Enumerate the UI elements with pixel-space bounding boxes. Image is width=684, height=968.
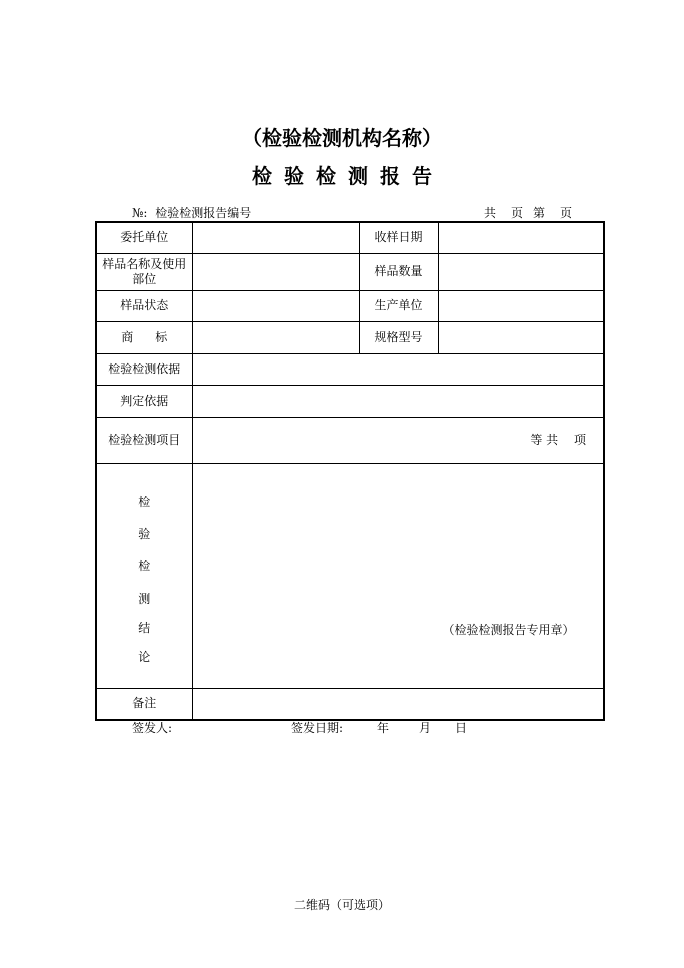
table-row: [96, 417, 604, 463]
report-number: [132, 204, 251, 221]
issue-date-day: 日: [455, 721, 468, 735]
table-row: [96, 463, 604, 688]
conclusion-char: 测: [138, 591, 151, 606]
table-row: [96, 353, 604, 385]
conclusion-label-chars: [97, 487, 192, 665]
report-number-value: 检验检测报告编号: [155, 206, 252, 220]
page-count-unit: 页: [511, 206, 524, 220]
remarks-value-cell[interactable]: [192, 688, 604, 720]
remarks-label: 备注: [96, 688, 192, 720]
sample-qty-label: 样品数量: [359, 253, 438, 290]
items-count-text: 等 共 项: [530, 432, 586, 447]
client-label: 委托单位: [96, 222, 192, 253]
report-title: 检验检测报告: [252, 164, 444, 188]
conclusion-value-cell[interactable]: [192, 463, 604, 688]
page-count-total: 共: [484, 206, 497, 220]
issue-date-label: 签发日期:: [291, 721, 344, 735]
page-count-current: 第: [533, 206, 546, 220]
spec-label: 规格型号: [359, 321, 438, 353]
manufacturer-label: 生产单位: [359, 290, 438, 321]
items-value-cell[interactable]: [192, 417, 604, 463]
client-value-cell[interactable]: [192, 222, 359, 253]
table-row: [96, 290, 604, 321]
trademark-label-char1: 商: [121, 329, 134, 344]
report-table: [95, 221, 605, 721]
basis-value-cell[interactable]: [192, 353, 604, 385]
issue-date-year: 年: [377, 721, 390, 735]
seal-placeholder: （检验检测报告专用章）: [442, 622, 575, 637]
trademark-label: [96, 321, 192, 353]
sample-qty-value-cell[interactable]: [438, 253, 604, 290]
basis-label: 检验检测依据: [96, 353, 192, 385]
sample-state-label: 样品状态: [96, 290, 192, 321]
qr-code-note: 二维码（可选项）: [293, 898, 390, 912]
receive-date-label: 收样日期: [359, 222, 438, 253]
items-label: 检验检测项目: [96, 417, 192, 463]
table-row: [96, 321, 604, 353]
sample-name-label-line2: 部位: [132, 271, 157, 286]
report-number-label: №:: [132, 206, 148, 220]
judgment-value-cell[interactable]: [192, 385, 604, 417]
issue-date-month: 月: [419, 721, 432, 735]
table-row: [96, 222, 604, 253]
table-row: [96, 688, 604, 720]
trademark-label-char2: 标: [155, 329, 168, 344]
sample-name-label-line1: 样品名称及使用: [102, 256, 187, 271]
table-row: [96, 253, 604, 290]
sample-state-value-cell[interactable]: [192, 290, 359, 321]
sample-name-value-cell[interactable]: [192, 253, 359, 290]
conclusion-char: 结: [138, 620, 151, 635]
judgment-label: 判定依据: [96, 385, 192, 417]
receive-date-value-cell[interactable]: [438, 222, 604, 253]
spec-value-cell[interactable]: [438, 321, 604, 353]
page-current-unit: 页: [560, 206, 573, 220]
table-row: [96, 385, 604, 417]
org-title: （检验检测机构名称）: [242, 126, 442, 150]
conclusion-char: 检: [138, 494, 151, 509]
issuer-label: 签发人:: [132, 721, 173, 735]
conclusion-label: [96, 463, 192, 688]
sample-name-label: [96, 253, 192, 290]
trademark-value-cell[interactable]: [192, 321, 359, 353]
conclusion-char: 验: [138, 526, 151, 541]
manufacturer-value-cell[interactable]: [438, 290, 604, 321]
conclusion-char: 检: [138, 558, 151, 573]
conclusion-char: 论: [138, 649, 151, 664]
